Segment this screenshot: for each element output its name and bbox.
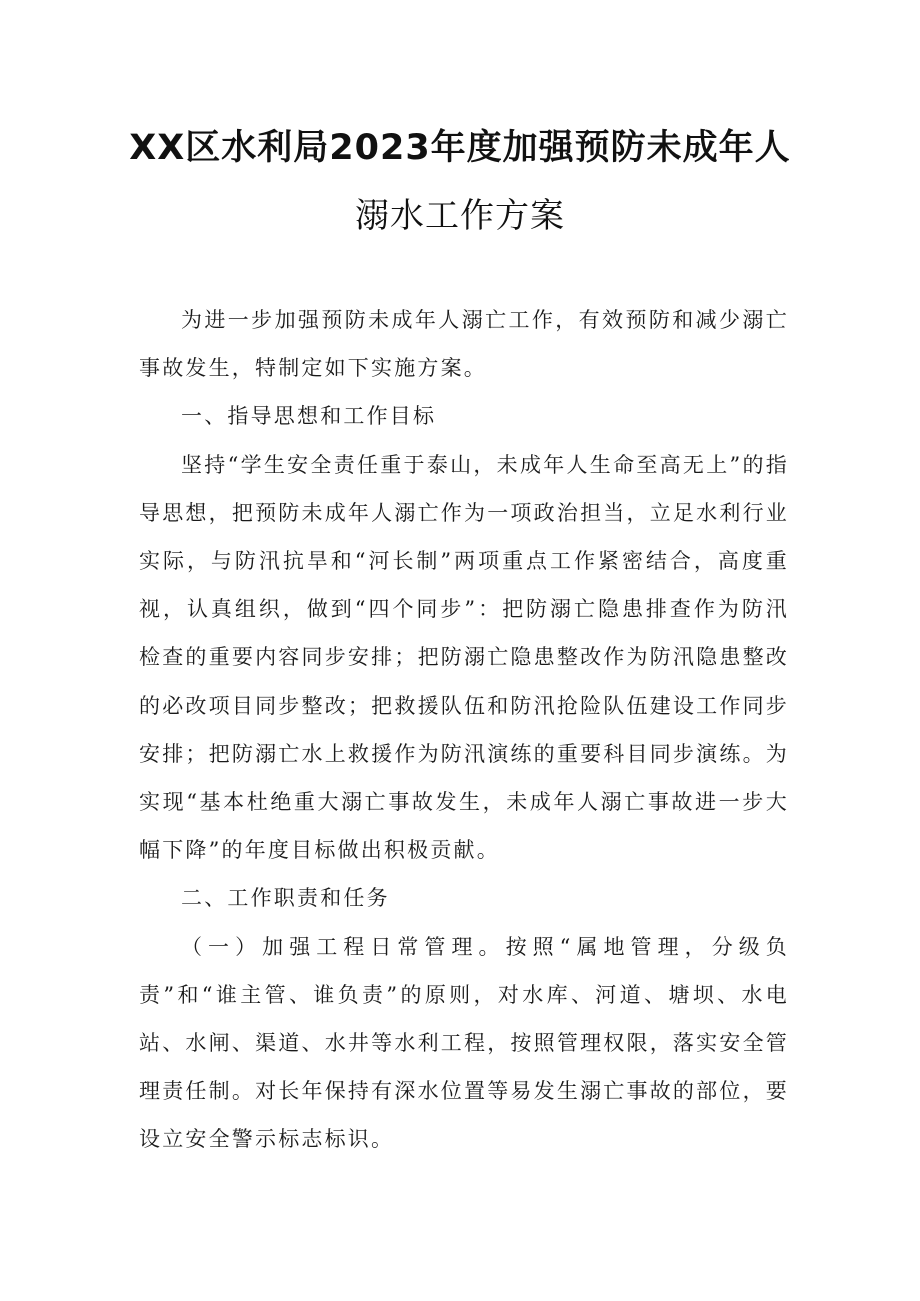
guiding-principles-paragraph: 坚持“学生安全责任重于泰山，未成年人生命至高无上”的指导思想，把预防未成年人溺亡作为一项政治担当，立足水利行业实际，与防汛抗旱和“河长制”两项重点工作紧密结合，高度重视，认真组织，做到“四个同步”：把防溺亡隐患排查作为防汛检查的重要内容同步安排；把防溺亡隐患整改作为防汛隐患整改的必改项目同步整改；把救援队伍和防汛抢险队伍建设工作同步安排；把防溺亡水上救援作为防汛演练的重要科目同步演练。为实现“基本杜绝重大溺亡事故发生，未成年人溺亡事故进一步大幅下降”的年度目标做出积极贡献。 bbox=[139, 452, 789, 863]
section-heading-1: 一、指导思想和工作目标 bbox=[181, 404, 437, 429]
section-heading-2: 二、工作职责和任务 bbox=[181, 886, 390, 911]
document-body bbox=[139, 296, 789, 1164]
engineering-management-paragraph: （一）加强工程日常管理。按照“属地管理，分级负责”和“谁主管、谁负责”的原则，对水库、河道、塘坝、水电站、水闸、渠道、水井等水利工程，按照管理权限，落实安全管理责任制。对长年保持有深水位置等易发生溺亡事故的部位，要设立安全警示标志标识。 bbox=[139, 934, 789, 1152]
document-title-line-2: 溺水工作方案 bbox=[355, 196, 565, 236]
intro-paragraph: 为进一步加强预防未成年人溺亡工作，有效预防和减少溺亡事故发生，特制定如下实施方案。 bbox=[139, 308, 789, 381]
document-title-line-1: XX区水利局2023年度加强预防未成年人 bbox=[129, 128, 791, 168]
